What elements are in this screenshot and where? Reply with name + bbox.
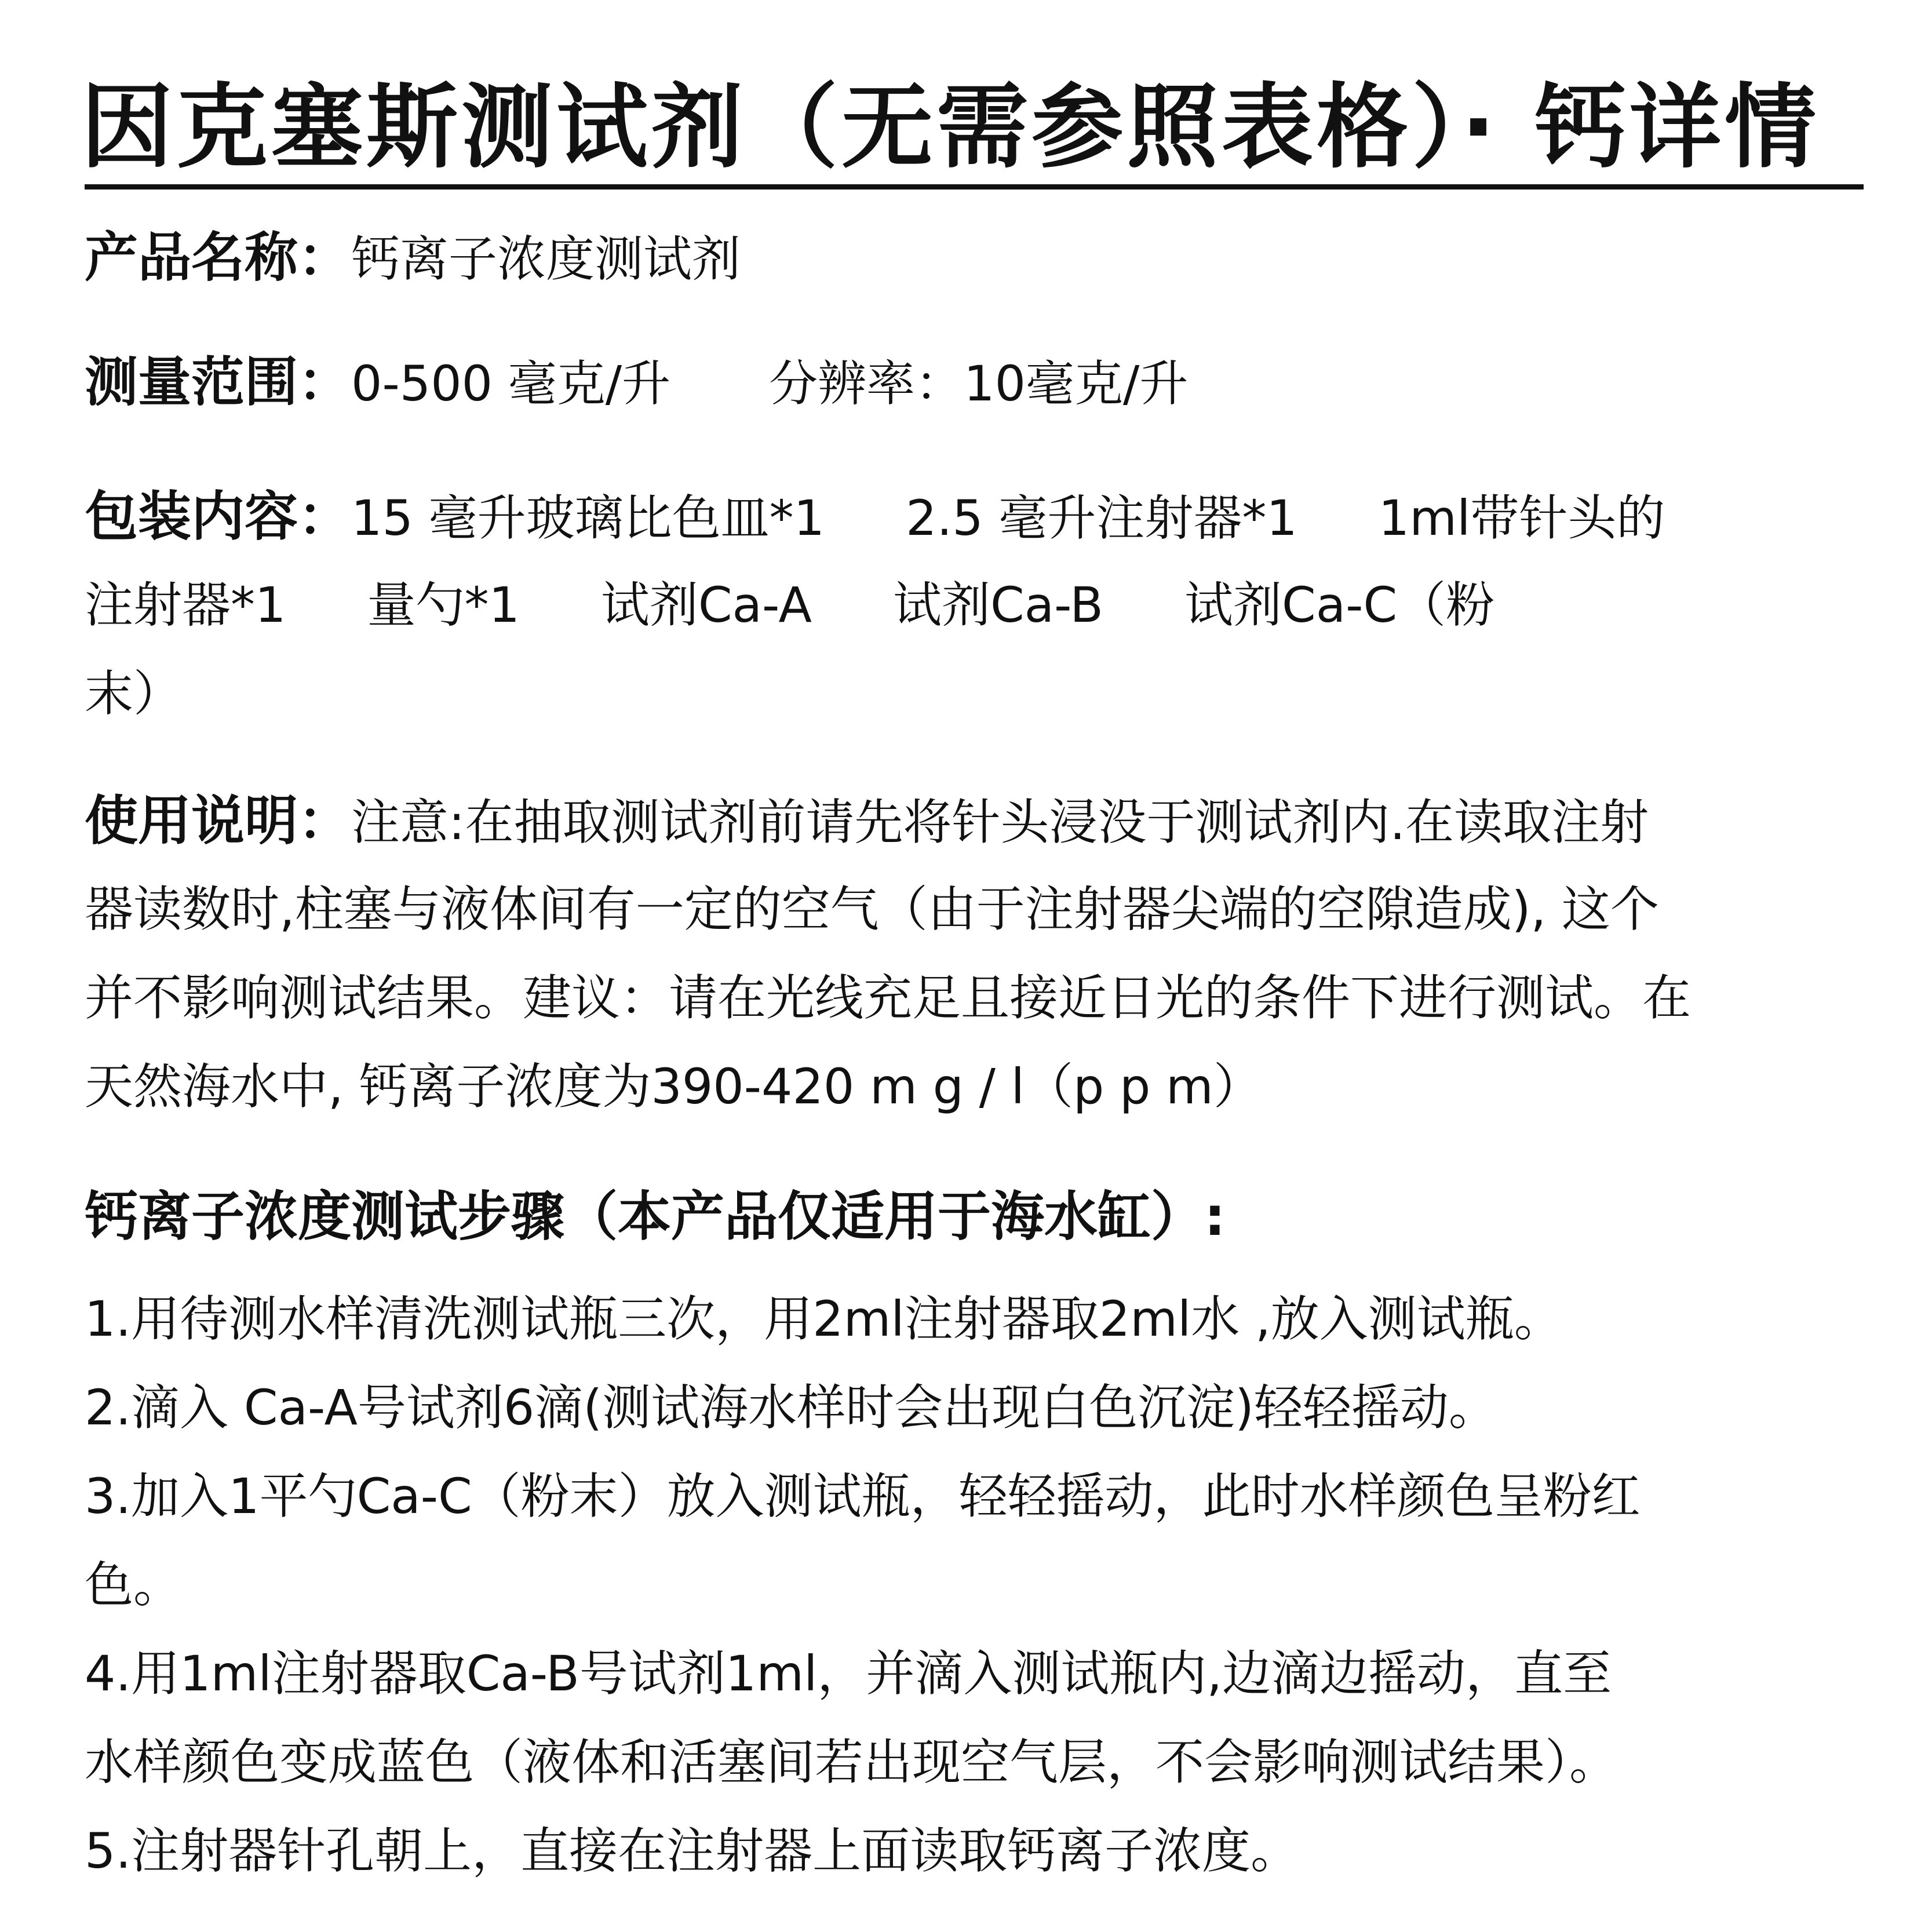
package-item: 试剂Ca-A <box>600 577 812 633</box>
package-item: 末） <box>85 665 183 722</box>
resolution-value: 10毫克/升 <box>964 355 1189 412</box>
step-line: 5.注射器针孔朝上，直接在注射器上面读取钙离子浓度。 <box>85 1822 1300 1879</box>
package-item: 试剂Ca-C（粉 <box>1184 577 1495 633</box>
page-title: 因克塞斯测试剂（无需参照表格）· 钙详情 <box>81 74 1820 181</box>
usage-line: 器读数时,柱塞与液体间有一定的空气（由于注射器尖端的空隙造成), 这个 <box>85 881 1659 938</box>
package-contents-label: 包装内容： <box>85 486 352 548</box>
test-steps <box>85 1275 1858 1895</box>
usage-instructions <box>85 777 1858 1131</box>
measure-range-value: 0-500 毫克/升 <box>351 355 671 412</box>
measure-range-row <box>85 339 1188 427</box>
package-item: 量勺*1 <box>367 577 520 633</box>
step-line: 4.用1ml注射器取Ca-B号试剂1ml，并滴入测试瓶内,边滴边摇动，直至 <box>85 1645 1612 1702</box>
usage-line: 天然海水中, 钙离子浓度为390-420 m g / l（p p m） <box>85 1058 1262 1115</box>
usage-label: 使用说明： <box>85 790 352 852</box>
step-line: 水样颜色变成蓝色（液体和活塞间若出现空气层，不会影响测试结果）。 <box>85 1734 1618 1791</box>
package-item: 2.5 毫升注射器*1 <box>906 490 1297 546</box>
package-item: 15 毫升玻璃比色皿*1 <box>351 490 825 546</box>
resolution-label: 分辨率： <box>769 355 964 412</box>
usage-line: 注意:在抽取测试剂前请先将针头浸没于测试剂内.在读取注射 <box>351 794 1649 851</box>
product-name-row <box>85 214 741 302</box>
package-contents <box>85 472 1858 738</box>
title-divider <box>85 184 1864 189</box>
steps-heading: 钙离子浓度测试步骤（本产品仅适用于海水缸）: <box>85 1186 1226 1248</box>
step-line: 色。 <box>85 1556 183 1613</box>
product-name-label: 产品名称： <box>85 227 352 289</box>
package-item: 注射器*1 <box>85 577 286 633</box>
step-line: 2.滴入 Ca-A号试剂6滴(测试海水样时会出现白色沉淀)轻轻摇动。 <box>85 1379 1497 1436</box>
package-item: 1ml带针头的 <box>1378 490 1665 546</box>
measure-range-label: 测量范围： <box>85 351 352 413</box>
step-line: 1.用待测水样清洗测试瓶三次，用2ml注射器取2ml水 ,放入测试瓶。 <box>85 1291 1563 1347</box>
product-name-value: 钙离子浓度测试剂 <box>351 231 741 287</box>
package-item: 试剂Ca-B <box>892 577 1104 633</box>
usage-line: 并不影响测试结果。建议：请在光线充足且接近日光的条件下进行测试。在 <box>85 969 1692 1026</box>
step-line: 3.加入1平勺Ca-C（粉末）放入测试瓶，轻轻摇动，此时水样颜色呈粉红 <box>85 1468 1641 1525</box>
